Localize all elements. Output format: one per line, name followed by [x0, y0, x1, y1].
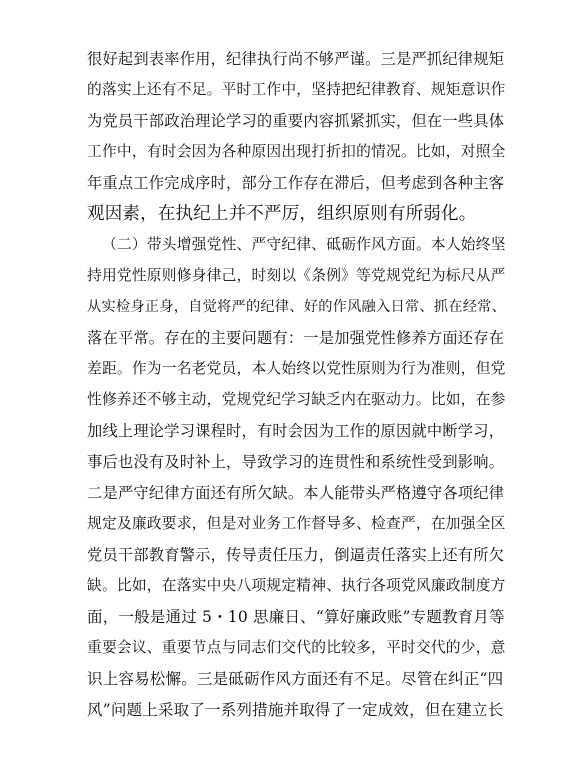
paragraph-line: 的落实上还有不足。平时工作中，坚持把纪律教育、规矩意识作 — [87, 81, 506, 98]
paragraph-line: 工作中，有时会因为各种原因出现打折扣的情况。比如，对照全 — [87, 143, 506, 160]
paragraph-line: 党员干部教育警示，传导责任压力，倒逼责任落实上还有所欠 — [87, 546, 505, 564]
paragraph-line: 规定及廉政要求，但是对业务工作督导多、检查严，在加强全区 — [87, 515, 506, 532]
paragraph-line: 从实检身正身，自觉将严的纪律、好的作风融入日常、抓在经常、 — [87, 299, 507, 315]
paragraph-line: 年重点工作完成序时，部分工作存在滞后，但考虑到各种主客 — [87, 174, 505, 192]
paragraph-line: 性修养还不够主动，党规党纪学习缺乏内在驱动力。比如，在参 — [87, 391, 506, 408]
paragraph-line: 差距。作为一名老党员，本人始终以党性原则为行为准则，但党 — [87, 360, 506, 377]
paragraph-line: 重要会议、重要节点与同志们交代的比较多，平时交代的少，意 — [87, 639, 506, 656]
paragraph-line: 事后也没有及时补上，导致学习的连贯性和系统性受到影响。 — [87, 453, 505, 471]
section-heading-line: （二）带头增强党性、严守纪律、砥砺作风方面。本人始终坚 — [102, 236, 506, 253]
paragraph-line: 面，一般是通过 5・10 思廉日、“算好廉政账”专题教育月等 — [87, 608, 505, 626]
paragraph-line: 落在平常。存在的主要问题有：一是加强党性修养方面还存在 — [87, 329, 505, 347]
paragraph-line: 持用党性原则修身律己，时刻以《条例》等党规党纪为标尺从严 — [87, 267, 506, 284]
paragraph-line: 识上容易松懈。三是砥砺作风方面还有不足。尽管在纠正“四 — [87, 670, 504, 688]
paragraph-line: 风”问题上采取了一系列措施并取得了一定成效，但在建立长 — [87, 701, 504, 719]
paragraph-line: 缺。比如，在落实中央八项规定精神、执行各项党风廉政制度方 — [87, 577, 506, 594]
paragraph-line: 加线上理论学习课程时，有时会因为工作的原因就中断学习， — [87, 422, 505, 440]
paragraph-line: 观因素，在执纪上并不严厉，组织原则有所弱化。 — [87, 204, 477, 224]
paragraph-line: 很好起到表率作用，纪律执行尚不够严谨。三是严抓纪律规矩 — [87, 50, 505, 68]
paragraph-line: 二是严守纪律方面还有所欠缺。本人能带头严格遵守各项纪律 — [87, 484, 505, 502]
paragraph-line: 为党员干部政治理论学习的重要内容抓紧抓实，但在一些具体 — [87, 112, 505, 130]
